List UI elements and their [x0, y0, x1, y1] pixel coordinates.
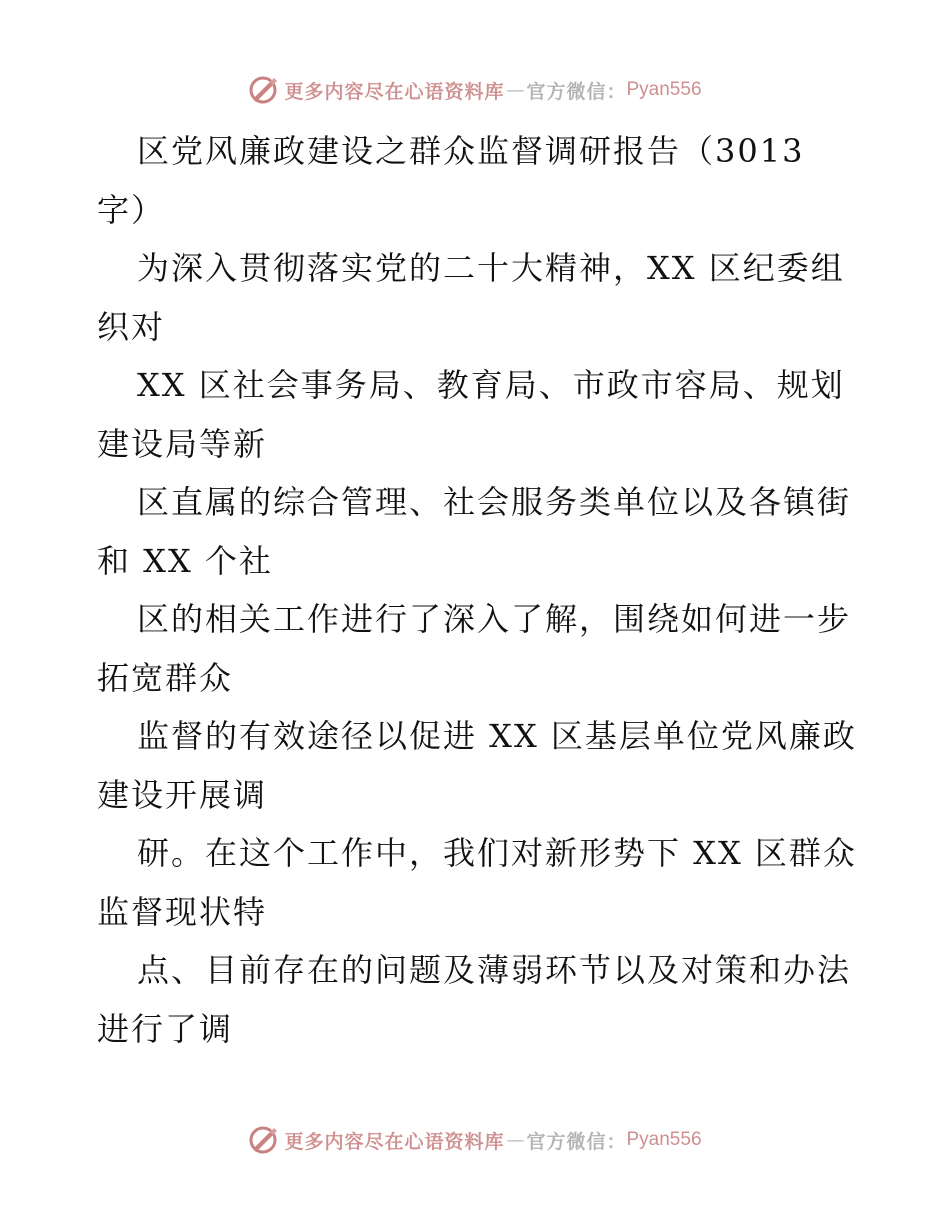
- banner-wechat-label: 官方微信：: [526, 1130, 627, 1153]
- paragraph-line: 为深入贯彻落实党的二十大精神，XX 区纪委组: [137, 249, 845, 287]
- banner-text: 更多内容尽在心语资料库: [284, 1130, 505, 1153]
- paragraph-line: 建设开展调: [97, 775, 268, 814]
- paragraph-line: 监督现状特: [97, 892, 268, 931]
- pen-circle-logo-icon: [248, 75, 278, 105]
- banner-dash: —: [506, 1129, 525, 1151]
- paragraph-line: 建设局等新: [97, 424, 268, 463]
- paragraph-line: 织对: [97, 307, 166, 346]
- paragraph-line: 区直属的综合管理、社会服务类单位以及各镇街: [137, 483, 852, 521]
- paragraph-line: XX 区社会事务局、教育局、市政市容局、规划: [137, 366, 845, 404]
- paragraph-line: 监督的有效途径以促进 XX 区基层单位党风廉政: [137, 717, 857, 755]
- banner-text: 更多内容尽在心语资料库: [284, 80, 505, 103]
- paragraph-line: 拓宽群众: [97, 658, 234, 697]
- document-title-line-2: 字）: [97, 190, 166, 229]
- paragraph-line: 研。在这个工作中，我们对新形势下 XX 区群众: [137, 834, 857, 872]
- paragraph-line: 区的相关工作进行了深入了解，围绕如何进一步: [137, 600, 852, 638]
- paragraph-line: 进行了调: [97, 1009, 234, 1048]
- document-title-line-1: 区党风廉政建设之群众监督调研报告（3013: [137, 132, 805, 170]
- pen-circle-logo-icon: [248, 1125, 278, 1155]
- banner-wechat-id: Pyan556: [626, 1129, 702, 1150]
- document-body: [97, 122, 877, 1058]
- banner-dash: —: [506, 79, 525, 101]
- banner-wechat-id: Pyan556: [626, 79, 702, 100]
- footer-banner: [0, 1120, 950, 1160]
- paragraph-line: 和 XX 个社: [97, 541, 273, 580]
- banner-wechat-label: 官方微信：: [526, 80, 627, 103]
- paragraph-line: 点、目前存在的问题及薄弱环节以及对策和办法: [137, 951, 852, 989]
- header-banner: [0, 70, 950, 110]
